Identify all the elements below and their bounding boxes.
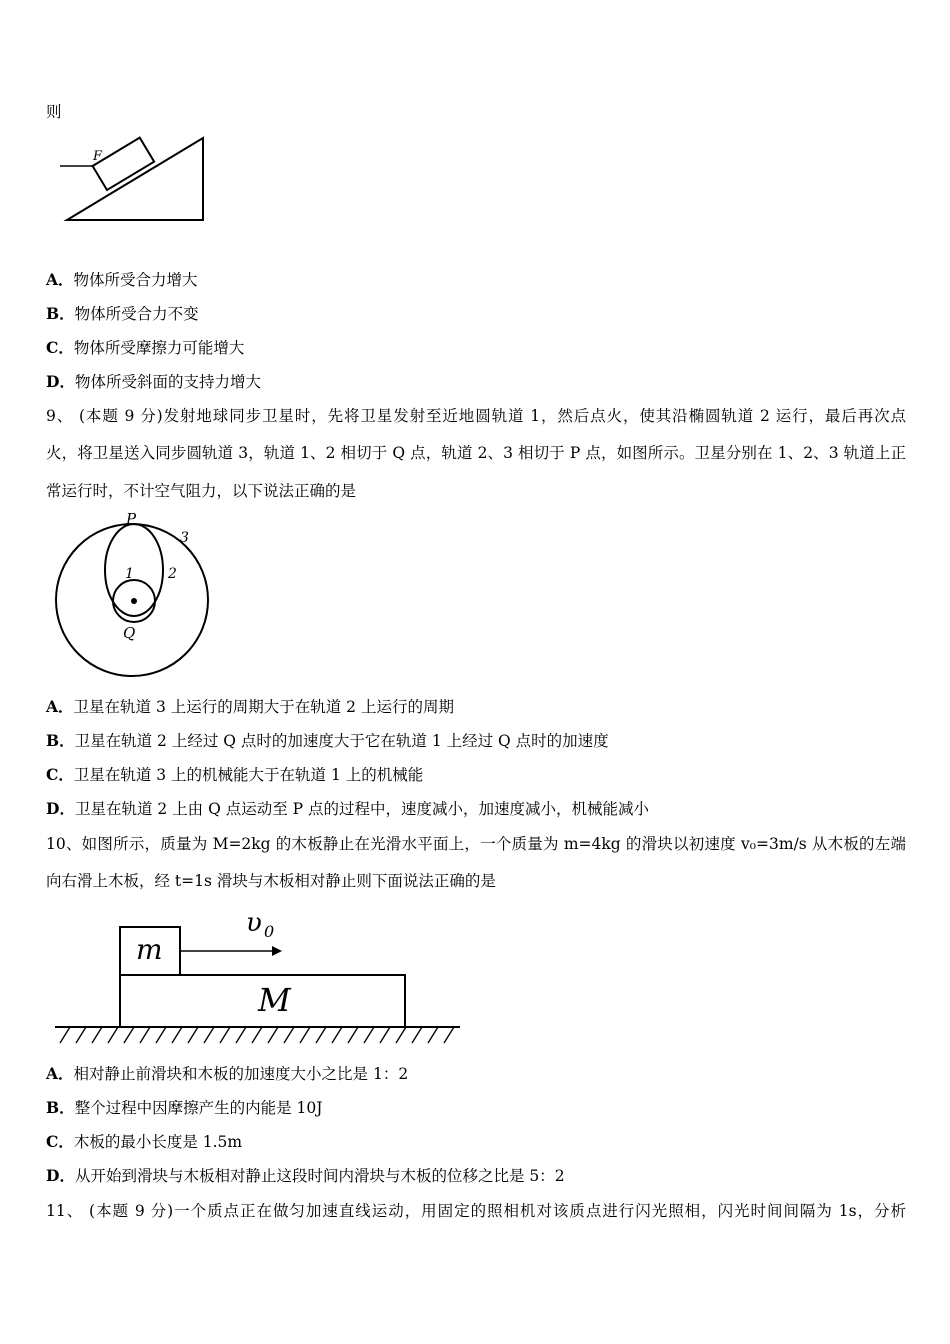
option-letter: A． (46, 270, 74, 289)
option-letter: C． (46, 338, 74, 357)
option-letter: B． (46, 1098, 75, 1117)
orbit-figure (50, 510, 220, 680)
velocity-arrowhead (272, 946, 282, 956)
option-text: 从开始到滑块与木板相对静止这段时间内滑块与木板的位移之比是 5：2 (74, 1167, 565, 1185)
option-letter: C． (46, 765, 74, 784)
q9-option-b[interactable] (46, 731, 609, 751)
ground-hatch (60, 1027, 454, 1043)
option-letter: D． (46, 799, 75, 818)
q10-option-d[interactable] (46, 1166, 565, 1186)
option-text: 物体所受摩擦力可能增大 (73, 339, 245, 357)
option-text: 卫星在轨道 3 上的机械能大于在轨道 1 上的机械能 (73, 766, 424, 784)
option-text: 木板的最小长度是 1.5m (73, 1133, 243, 1151)
option-letter: B． (46, 731, 75, 750)
board-figure (50, 905, 470, 1050)
incline-figure (55, 130, 215, 225)
q10-stem-line-1: 10、如图所示，质量为 M=2kg 的木板静止在光滑水平面上，一个质量为 m=4kg 的滑块以初速度 v₀=3m/s 从木板的左端 (46, 835, 906, 853)
option-letter: D． (46, 372, 75, 391)
q9-option-d[interactable] (46, 799, 649, 819)
option-letter: D． (46, 1166, 75, 1185)
force-label: F (93, 149, 103, 164)
q9-stem-line-1: 9、 (本题 9 分)发射地球同步卫星时，先将卫星发射至近地圆轨道 1，然后点火，使其沿椭圆轨道 2 运行，最后再次点 (46, 407, 906, 425)
option-text: 卫星在轨道 3 上运行的周期大于在轨道 2 上运行的周期 (73, 698, 454, 716)
option-text: 相对静止前滑块和木板的加速度大小之比是 1：2 (73, 1065, 409, 1083)
q8-option-b[interactable] (46, 304, 199, 324)
point-q-label: Q (123, 624, 136, 642)
option-letter: A． (46, 1064, 74, 1083)
q11-stem-line-1: 11、 (本题 9 分)一个质点正在做匀加速直线运动，用固定的照相机对该质点进行闪光照相，闪光时间间隔为 1s，分析 (46, 1202, 906, 1220)
earth-dot (131, 598, 137, 604)
q9-option-a[interactable] (46, 697, 454, 717)
option-text: 卫星在轨道 2 上由 Q 点运动至 P 点的过程中，速度减小，加速度减小，机械能减小 (74, 800, 650, 818)
q10-stem-line-2: 向右滑上木板，经 t=1s 滑块与木板相对静止则下面说法正确的是 (46, 872, 496, 890)
q10-option-c[interactable] (46, 1132, 242, 1152)
option-text: 整个过程中因摩擦产生的内能是 10J (74, 1099, 323, 1117)
option-text: 卫星在轨道 2 上经过 Q 点时的加速度大于它在轨道 1 上经过 Q 点时的加速度 (74, 732, 609, 750)
option-text: 物体所受斜面的支持力增大 (74, 373, 261, 391)
q10-option-b[interactable] (46, 1098, 322, 1118)
option-text: 物体所受合力不变 (74, 305, 199, 323)
orbit-2-label: 2 (168, 566, 177, 582)
option-text: 物体所受合力增大 (73, 271, 198, 289)
option-letter: B． (46, 304, 75, 323)
option-letter: C． (46, 1132, 74, 1151)
board-label: M (258, 981, 291, 1019)
block-label: m (136, 933, 163, 966)
q8-option-d[interactable] (46, 372, 261, 392)
q9-stem-line-2: 火，将卫星送入同步圆轨道 3，轨道 1、2 相切于 Q 点，轨道 2、3 相切于 P 点，如图所示。卫星分别在 1、2、3 轨道上正 (46, 444, 906, 462)
q10-option-a[interactable] (46, 1064, 408, 1084)
velocity-subscript: 0 (264, 922, 275, 941)
option-letter: A． (46, 697, 74, 716)
q8-option-a[interactable] (46, 270, 198, 290)
orbit-3-label: 3 (180, 530, 189, 546)
q9-stem-line-3: 常运行时，不计空气阻力，以下说法正确的是 (46, 482, 357, 500)
orbit-1-label: 1 (125, 566, 134, 582)
q9-option-c[interactable] (46, 765, 423, 785)
velocity-label: υ (246, 908, 262, 938)
q8-lead: 则 (46, 103, 62, 121)
point-p-label: P (126, 510, 137, 528)
q8-option-c[interactable] (46, 338, 244, 358)
